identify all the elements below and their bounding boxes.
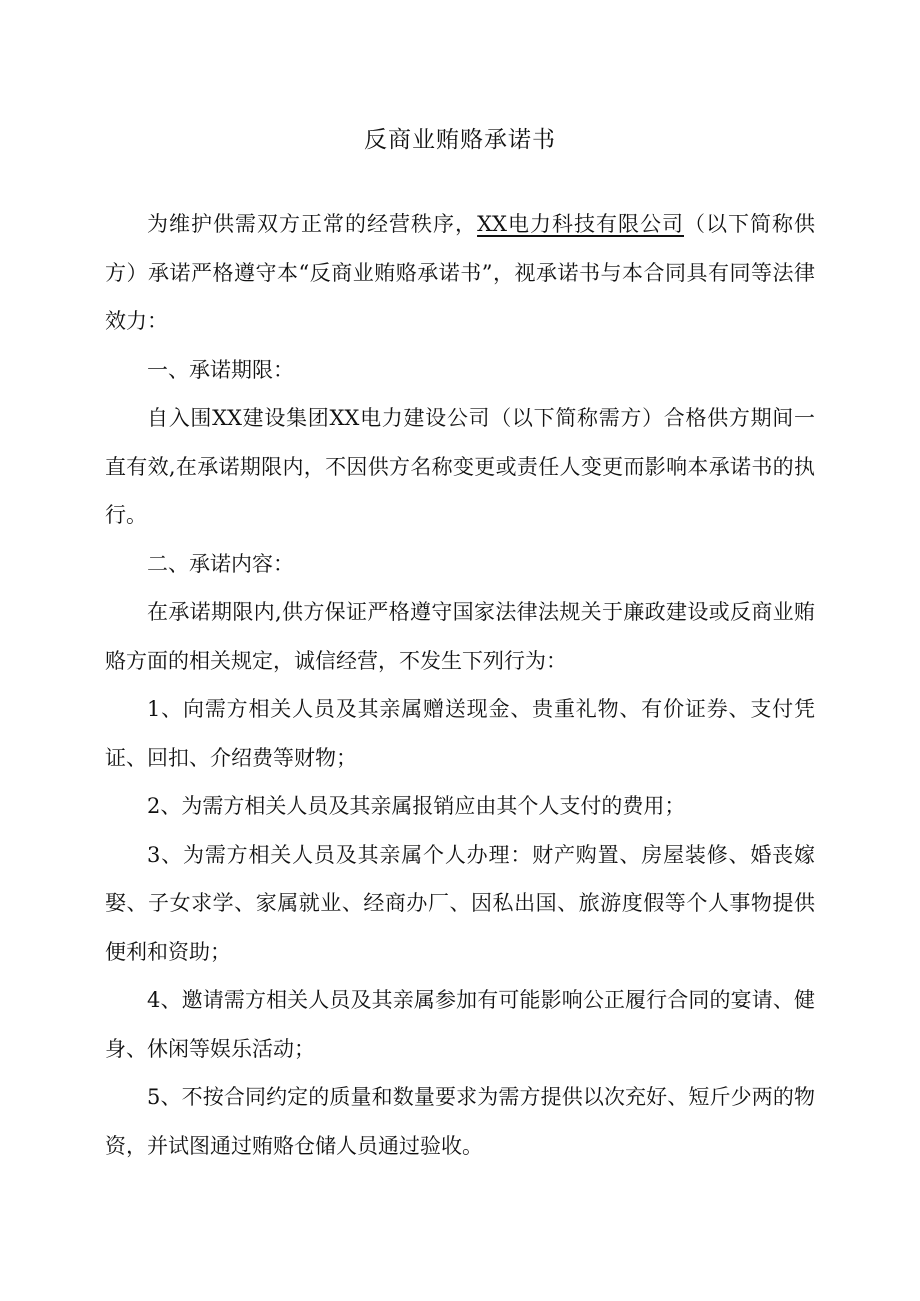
intro-text-end: （以下简称供方）承诺严格遵守本“反商业贿赂承诺书”，视承诺书与本合同具有同等法律效力：: [105, 212, 816, 333]
section-heading-term: 一、承诺期限：: [147, 357, 294, 382]
commitment-item: 1、向需方相关人员及其亲属赠送现金、贵重礼物、有价证券、支付凭证、回扣、介绍费等财物；: [105, 697, 815, 770]
section-text-term: 自入围XX建设集团XX电力建设公司（以下简称需方）合格供方期间一直有效,在承诺期限内，不因供方名称变更或责任人变更而影响本承诺书的执行。: [105, 406, 815, 527]
document-body: [105, 200, 815, 1170]
document-title: 反商业贿赂承诺书: [364, 127, 556, 153]
commitment-item: 3、为需方相关人员及其亲属个人办理：财产购置、房屋装修、婚丧嫁娶、子女求学、家属就业、经商办厂、因私出国、旅游度假等个人事物提供便利和资助；: [105, 842, 815, 964]
intro-text-start: 为维护供需双方正常的经营秩序，: [147, 212, 478, 236]
commitment-item: 4、邀请需方相关人员及其亲属参加有可能影响公正履行合同的宴请、健身、休闲等娱乐活动；: [105, 988, 815, 1061]
section-text-content: 在承诺期限内,供方保证严格遵守国家法律法规关于廉政建设或反商业贿赂方面的相关规定，诚信经营，不发生下列行为：: [105, 600, 815, 673]
supplier-company-name: XX电力科技有限公司: [477, 212, 684, 236]
commitment-item: 2、为需方相关人员及其亲属报销应由其个人支付的费用；: [147, 794, 686, 818]
commitment-item: 5、不按合同约定的质量和数量要求为需方提供以次充好、短斤少两的物资，并试图通过贿赂仓储人员通过验收。: [105, 1085, 815, 1158]
section-heading-content: 二、承诺内容：: [147, 551, 294, 576]
intro-paragraph: [105, 200, 815, 346]
